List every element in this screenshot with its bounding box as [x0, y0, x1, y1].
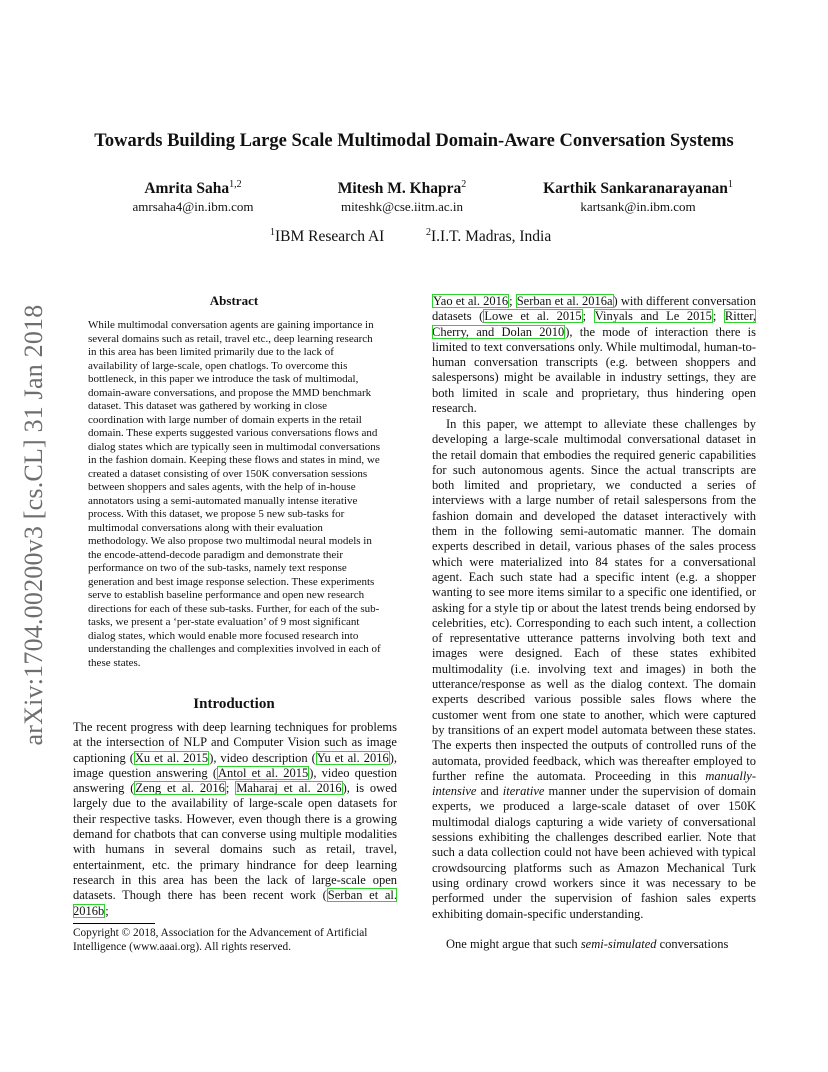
abstract-heading: Abstract [209, 293, 259, 308]
footnote-rule [73, 923, 155, 924]
affiliation-text: IBM Research AI [275, 228, 385, 246]
affiliation-sup: 2 [426, 227, 431, 238]
citation-link[interactable]: Antol et al. 2015 [218, 765, 309, 780]
introduction-heading: Introduction [193, 696, 275, 712]
affiliation-sup: 1 [270, 227, 275, 238]
author-name: Amrita Saha [144, 180, 230, 198]
right-column-paragraph: In this paper, we attempt to alleviate these challenges by developing a large-scale multimodal conversational dataset in the retail domain that embodies the required generic capabilities for such autonomous agents. Since the actual transcripts are both limited and proprietary, we conducted a series of interviews with a large number of retail salespersons from the fashion domain and developed the dataset interactively with them in the following semi-automatic manner. The domain experts described in detail, various phases of the sales process which were materialized into 84 states for a conversational agent. Each such state had a specific intent (e.g. a shopper wanting to see more items similar to a specific one identified, or asking for a style tip or about the latest trends being endorsed by celebrities, etc). Corresponding to each such intent, a collection of representative utterance patterns involving both text and images were designed. Each of these states exhibited multimodality (i.e. involving text and images) in both the utterance/response as well as the dialog context. The domain experts described various possible sales flows where the customer went from one state to another, which were captured by transitions of an expert model automata between these states. The experts then inspected the outputs of controlled runs of the automata, provided feedback, which was thereafter employed to further refine the automata. Proceeding in this manually-intensive and iterative manner under the supervision of domain experts, we produced a large-scale dataset of over 150K multimodal dialogs capturing a wide variety of conversational sessions exhibiting the challenges described earlier. Note that such a data collection could not have been achieved with typical crowdsourcing platforms such as Amazon Mechanical Turk using ordinary crowd workers since it was necessary to be performed under the supervision of fashion sales experts exhibiting domain-specific understanding. [432, 417, 756, 921]
citation-link[interactable]: Serban et al. 2016a [516, 294, 613, 308]
introduction-paragraph: The recent progress with deep learning techniques for problems at the intersection of NLP and Computer Vision such as image captioning (Xu et al. 2015), video description (Yu et al. 2016), image question answering (Antol et al. 2015), video question answering (Zeng et al. 2016; Maharaj et al. 2016), is owed largely due to the availability of large-scale open datasets for their respective tasks. However, even though there is a growing demand for chatbots that can converse using multiple modalities with humans in several domains such as retail, travel, entertainment, etc. the primary hindrance for deep learning research in this area has been the lack of large-scale open datasets. Though there has been recent work (Serban et al. 2016b; [73, 720, 397, 918]
citation-link[interactable]: Maharaj et al. 2016 [236, 781, 342, 796]
abstract-body: While multimodal conversation agents are gaining importance in several domains such as retail, travel etc., deep learning research in this area has been limited primarily due to the lack of availability of large-scale, open chatlogs. To overcome this bottleneck, in this paper we introduce the task of multimodal, domain-aware conversations, and propose the MMD benchmark dataset. This dataset was gathered by working in close coordination with large number of domain experts in the retail domain. These experts suggested various conversations flows and dialog states which are typically seen in multimodal conversations in the fashion domain. Keeping these flows and states in mind, we created a dataset consisting of over 150K conversation sessions between shoppers and sales agents, with the help of in-house annotators using a semi-automated manually intense iterative process. With this dataset, we propose 5 new sub-tasks for multimodal conversations along with their evaluation methodology. We also propose two multimodal neural models in the encode-attend-decode paradigm and demonstrate their performance on two of the sub-tasks, namely text response generation and best image response selection. These experiments serve to establish baseline performance and open new research directions for each of these sub-tasks. Further, for each of the sub-tasks, we present a ‘per-state evaluation’ of 9 most significant dialog states, which would enable more focused research into understanding the challenges and complexities involved in each of these states. [88, 319, 381, 669]
citation-link[interactable]: Ritter, Cherry, and Dolan 2010 [432, 309, 756, 339]
right-column-paragraph: One might argue that such semi-simulated conversations [446, 937, 729, 951]
author-name: Mitesh M. Khapra [337, 180, 462, 198]
citation-link[interactable]: Xu et al. 2015 [134, 750, 209, 765]
author-affil-sup: 2 [461, 179, 467, 190]
author-block [527, 179, 749, 215]
citation-link[interactable]: Lowe et al. 2015 [484, 309, 582, 324]
citation-link[interactable]: Yu et al. 2016 [316, 750, 389, 765]
citation-link[interactable]: Zeng et al. 2016 [135, 781, 225, 796]
author-name: Karthik Sankaranarayanan [543, 180, 728, 198]
arxiv-side-label [14, 290, 54, 760]
citation-link[interactable]: Serban et al. 2016b [73, 888, 397, 918]
copyright-notice: Copyright © 2018, Association for the Advancement of Artificial Intelligence (www.aaai.org). All rights reserved. [73, 927, 368, 953]
author-affil-sup: 1 [727, 179, 733, 190]
affiliation [270, 227, 384, 246]
citation-link[interactable]: Yao et al. 2016 [433, 294, 509, 308]
paper-title: Towards Building Large Scale Multimodal Domain-Aware Conversation Systems [94, 131, 734, 151]
right-column-paragraph: Yao et al. 2016; Serban et al. 2016a) with different conversation datasets (Lowe et al. 2015; Vinyals and Le 2015; Ritter, Cherry, and Dolan 2010), the mode of interaction there is limited to text conversations only. While multimodal, human-to-human conversation transcripts (e.g. between shoppers and salespersons) might be available in industry settings, they are both limited in scale and proprietary, thus hindering open research. [432, 294, 756, 416]
author-email: amrsaha4@in.ibm.com [132, 199, 254, 215]
author-block [118, 179, 268, 215]
author-affil-sup: 1,2 [229, 179, 242, 190]
author-email: kartsank@in.ibm.com [580, 199, 696, 215]
affiliation-text: I.I.T. Madras, India [431, 228, 552, 246]
affiliation [426, 227, 551, 246]
citation-link[interactable]: Vinyals and Le 2015 [594, 309, 712, 324]
author-block [318, 179, 486, 215]
arxiv-identifier: arXiv:1704.00200v3 [cs.CL] 31 Jan 2018 [19, 304, 48, 746]
author-email: miteshk@cse.iitm.ac.in [340, 199, 464, 215]
